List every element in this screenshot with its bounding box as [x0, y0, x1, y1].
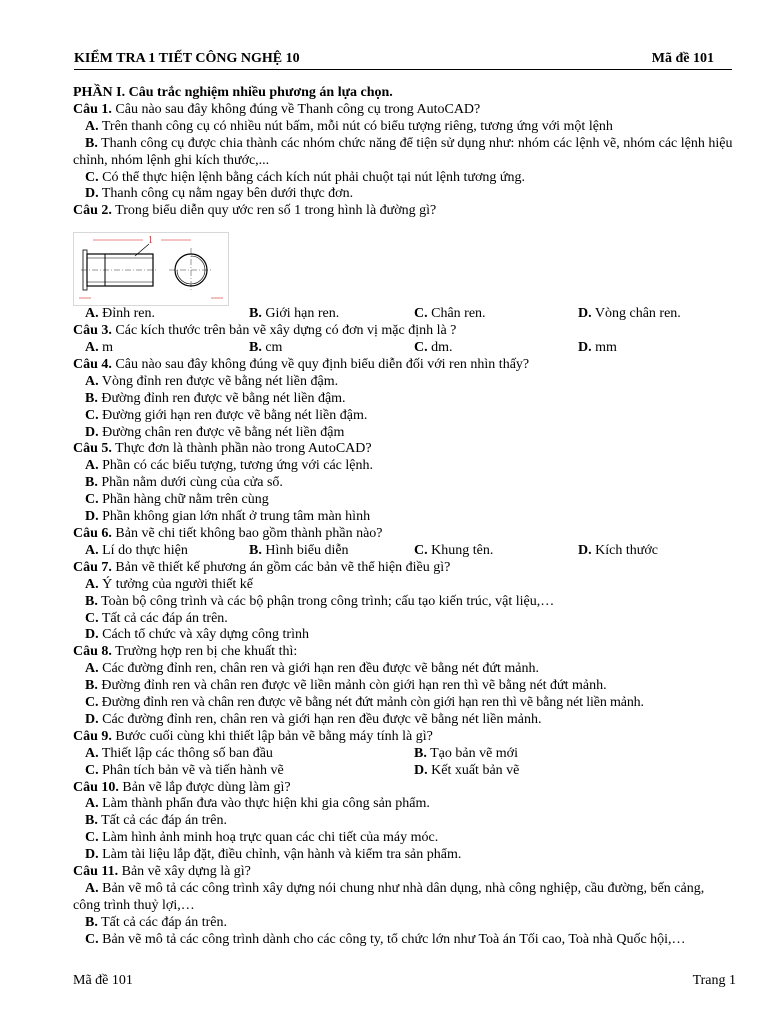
- option-text: Các đường đỉnh ren, chân ren và giới hạn ren đều được vẽ bằng nét liền mảnh.: [102, 711, 542, 727]
- option-letter: A.: [85, 542, 99, 558]
- option-d: [73, 509, 733, 526]
- option-d: [578, 306, 681, 323]
- question-10: [73, 780, 733, 797]
- option-letter: D.: [85, 424, 99, 440]
- question-number: Câu 4.: [73, 356, 112, 372]
- option-letter: C.: [414, 306, 428, 322]
- option-text: Phần không gian lớn nhất ở trung tâm màn hình: [102, 509, 371, 525]
- option-text: Vòng chân ren.: [594, 306, 681, 322]
- option-d: [414, 763, 519, 780]
- option-text: Tất cả các đáp án trên.: [101, 914, 228, 930]
- option-text: Phần có các biểu tượng, tương ứng với các lệnh.: [102, 458, 373, 474]
- option-text: Kích thước: [595, 542, 658, 558]
- question-8: [73, 644, 733, 661]
- question-text: Thực đơn là thành phần nào trong AutoCAD?: [111, 441, 372, 457]
- option-text: Tất cả các đáp án trên.: [101, 813, 228, 829]
- question-number: Câu 3.: [73, 323, 112, 339]
- option-text: cm: [265, 340, 283, 356]
- option-text: Đường chân ren được vẽ bằng nét liền đậm: [102, 424, 345, 440]
- question-7: [73, 560, 733, 577]
- option-letter: B.: [85, 914, 98, 930]
- exam-content: [73, 85, 733, 949]
- option-d: [578, 340, 617, 357]
- option-text: mm: [595, 340, 617, 356]
- question-text: Bản vẽ xây dựng là gì?: [118, 864, 251, 880]
- option-text: Thanh công cụ được chia thành các nhóm chức năng để tiện sử dụng như: nhóm các lệnh vẽ, nhóm các lệnh hiệu chỉnh, nhóm lệnh ghi kích thước,...: [73, 135, 733, 168]
- option-letter: A.: [85, 576, 99, 592]
- question-5: [73, 441, 733, 458]
- option-letter: A.: [85, 796, 99, 812]
- option-c: [85, 763, 284, 780]
- option-text: Đường đỉnh ren được vẽ bằng nét liền đậm.: [101, 390, 346, 406]
- option-a: [85, 340, 113, 357]
- option-letter: B.: [85, 593, 98, 609]
- option-a: [73, 577, 733, 594]
- option-text: Đường đỉnh ren và chân ren được vẽ bằng nét đứt mảnh còn giới hạn ren thì vẽ bằng nét liền mảnh.: [101, 695, 644, 711]
- question-number: Câu 6.: [73, 526, 112, 541]
- exam-title: KIỂM TRA 1 TIẾT CÔNG NGHỆ 10: [74, 51, 300, 66]
- question-11: [73, 864, 733, 881]
- option-b: [73, 136, 733, 170]
- option-text: Cách tổ chức và xây dựng công trình: [102, 627, 309, 643]
- option-letter: C.: [85, 695, 99, 711]
- option-letter: D.: [85, 186, 99, 202]
- option-b: [249, 340, 282, 357]
- option-letter: C.: [85, 169, 99, 185]
- question-text: Các kích thước trên bản vẽ xây dựng có đơn vị mặc định là ?: [111, 323, 457, 339]
- option-letter: C.: [85, 830, 99, 846]
- option-text: Làm tài liệu lắp đặt, điều chỉnh, vận hành và kiểm tra sản phẩm.: [102, 847, 462, 863]
- option-c: [73, 611, 733, 628]
- option-letter: B.: [85, 678, 98, 694]
- option-letter: B.: [85, 390, 98, 406]
- option-text: m: [102, 340, 114, 356]
- option-a: [73, 458, 733, 475]
- option-letter: C.: [85, 492, 99, 508]
- option-text: Bản vẽ mô tả các công trình xây dựng nói chung như nhà dân dụng, nhà công nghiệp, cầu đường, bến cảng, công trình thuỷ lợi,…: [73, 880, 705, 913]
- option-a: [73, 661, 733, 678]
- option-letter: B.: [249, 306, 262, 322]
- question-2: [73, 203, 733, 220]
- option-text: Phân tích bản vẽ và tiến hành vẽ: [102, 762, 284, 778]
- option-text: Chân ren.: [431, 306, 486, 322]
- option-letter: C.: [414, 340, 428, 356]
- option-text: Làm hình ảnh minh hoạ trực quan các chi tiết của máy móc.: [102, 830, 439, 846]
- question-text: Bản vẽ chi tiết không bao gồm thành phần nào?: [111, 526, 383, 541]
- option-letter: C.: [85, 931, 99, 947]
- option-b: [73, 813, 733, 830]
- footer-page-number: Trang 1: [692, 973, 736, 988]
- option-letter: A.: [85, 118, 99, 134]
- option-letter: C.: [85, 407, 99, 423]
- option-letter: D.: [85, 847, 99, 863]
- option-b: [73, 391, 733, 408]
- option-a: [85, 543, 188, 560]
- option-text: Làm thành phẩn đưa vào thực hiện khi gia công sản phẩm.: [102, 796, 430, 812]
- options-row: [73, 340, 733, 357]
- option-text: Đường giới hạn ren được vẽ bằng nét liền đậm.: [102, 407, 368, 423]
- option-c: [73, 830, 733, 847]
- option-a: [85, 306, 155, 323]
- thread-drawing: [73, 232, 229, 306]
- option-b: [249, 543, 349, 560]
- question-number: Câu 9.: [73, 728, 112, 744]
- option-text: Khung tên.: [431, 542, 494, 558]
- question-number: Câu 8.: [73, 644, 112, 660]
- option-d: [578, 543, 658, 560]
- options-row: [73, 543, 733, 560]
- option-a: [73, 119, 733, 136]
- option-text: Hình biểu diễn: [265, 542, 349, 558]
- question-1: [73, 102, 733, 119]
- option-text: Phần nằm dưới cùng của cửa sổ.: [101, 475, 283, 491]
- option-letter: A.: [85, 340, 99, 356]
- question-text: Bản vẽ lắp được dùng làm gì?: [118, 779, 291, 795]
- option-text: Có thể thực hiện lệnh bằng cách kích nút phải chuột tại nút lệnh tương ứng.: [102, 169, 525, 185]
- question-text: Câu nào sau đây không đúng về quy định biểu diễn đối với ren nhìn thấy?: [111, 356, 530, 372]
- option-letter: D.: [578, 542, 592, 558]
- question-number: Câu 2.: [73, 203, 112, 219]
- option-text: Tất cả các đáp án trên.: [101, 610, 228, 626]
- option-letter: A.: [85, 745, 99, 761]
- option-text: Kết xuất bản vẽ: [431, 762, 520, 778]
- option-letter: C.: [414, 542, 428, 558]
- figure-label: 1: [148, 235, 153, 247]
- footer-exam-code: Mã đề 101: [73, 973, 133, 988]
- option-b: [73, 594, 733, 611]
- question-number: Câu 7.: [73, 559, 112, 575]
- option-letter: B.: [249, 340, 262, 356]
- options-row: [73, 306, 733, 323]
- option-c: [414, 543, 493, 560]
- option-b: [73, 915, 733, 932]
- question-number: Câu 10.: [73, 779, 119, 795]
- option-d: [73, 627, 733, 644]
- option-text: Đỉnh ren.: [102, 306, 156, 322]
- option-letter: C.: [85, 610, 99, 626]
- option-text: Toàn bộ công trình và các bộ phận trong công trình; cấu tạo kiến trúc, vật liệu,…: [101, 593, 555, 609]
- question-text: Bước cuối cùng khi thiết lập bản vẽ bằng máy tính là gì?: [111, 728, 433, 744]
- option-text: Đường đỉnh ren và chân ren được vẽ liền mảnh còn giới hạn ren thì vẽ bằng nét đứt mảnh.: [101, 678, 607, 694]
- option-text: Giới hạn ren.: [265, 306, 340, 322]
- option-text: Các đường đỉnh ren, chân ren và giới hạn ren đều được vẽ bằng nét đứt mảnh.: [102, 661, 539, 677]
- option-letter: A.: [85, 880, 99, 896]
- option-letter: A.: [85, 661, 99, 677]
- option-letter: D.: [85, 711, 99, 727]
- option-letter: D.: [85, 509, 99, 525]
- option-text: Vòng đỉnh ren được vẽ bằng nét liền đậm.: [101, 373, 339, 389]
- option-text: Bản vẽ mô tả các công trình dành cho các công ty, tổ chức lớn như Toà án Tối cao, Toà nhà Quốc hội,…: [102, 931, 686, 947]
- page-header: [74, 51, 732, 70]
- option-letter: D.: [578, 340, 592, 356]
- option-letter: C.: [85, 762, 99, 778]
- option-c: [73, 932, 733, 949]
- option-text: Thanh công cụ nằm ngay bên dưới thực đơn.: [101, 186, 354, 202]
- option-letter: B.: [85, 475, 98, 491]
- options-row: [73, 763, 733, 780]
- option-letter: B.: [414, 745, 427, 761]
- option-b: [73, 678, 733, 695]
- question-text: Câu nào sau đây không đúng về Thanh công cụ trong AutoCAD?: [111, 101, 481, 117]
- option-b: [414, 746, 518, 763]
- question-text: Trong biểu diễn quy ước ren số 1 trong hình là đường gì?: [111, 203, 437, 219]
- question-text: Trường hợp ren bị che khuất thì:: [111, 644, 298, 660]
- option-a: [73, 881, 733, 915]
- section-title: PHẦN I. Câu trắc nghiệm nhiều phương án lựa chọn.: [73, 85, 393, 100]
- option-d: [73, 712, 733, 729]
- option-letter: B.: [85, 135, 98, 151]
- question-number: Câu 11.: [73, 864, 119, 880]
- option-text: Lí do thực hiện: [102, 542, 188, 558]
- option-letter: D.: [578, 306, 592, 322]
- option-letter: D.: [414, 762, 428, 778]
- question-number: Câu 1.: [73, 101, 112, 117]
- option-d: [73, 425, 733, 442]
- option-text: dm.: [431, 340, 453, 356]
- option-d: [73, 847, 733, 864]
- question-9: [73, 729, 733, 746]
- option-a: [85, 746, 273, 763]
- option-letter: B.: [85, 813, 98, 829]
- option-letter: A.: [85, 373, 99, 389]
- option-text: Ý tưởng của người thiết kế: [102, 576, 254, 592]
- option-c: [73, 492, 733, 509]
- option-c: [414, 340, 453, 357]
- option-d: [73, 186, 733, 203]
- option-text: Thiết lập các thông số ban đầu: [101, 745, 273, 761]
- option-b: [73, 475, 733, 492]
- option-c: [73, 170, 733, 187]
- thread-figure: [73, 232, 229, 306]
- option-a: [73, 374, 733, 391]
- question-3: [73, 323, 733, 340]
- option-text: Trên thanh công cụ có nhiều nút bấm, mỗi nút có biểu tượng riêng, tương ứng với một lệnh: [101, 118, 613, 134]
- question-text: Bản vẽ thiết kế phương án gồm các bản vẽ thể hiện điều gì?: [111, 559, 451, 575]
- option-c: [73, 408, 733, 425]
- question-4: [73, 357, 733, 374]
- question-6: [73, 526, 733, 543]
- option-letter: B.: [249, 542, 262, 558]
- option-c: [73, 695, 733, 712]
- option-letter: A.: [85, 458, 99, 474]
- option-a: [73, 796, 733, 813]
- exam-code: Mã đề 101: [651, 51, 714, 66]
- option-text: Tạo bản vẽ mới: [430, 745, 518, 761]
- option-letter: D.: [85, 627, 99, 643]
- option-letter: A.: [85, 306, 99, 322]
- option-c: [414, 306, 486, 323]
- options-row: [73, 746, 733, 763]
- option-b: [249, 306, 339, 323]
- question-number: Câu 5.: [73, 441, 112, 457]
- option-text: Phần hàng chữ nằm trên cùng: [102, 492, 269, 508]
